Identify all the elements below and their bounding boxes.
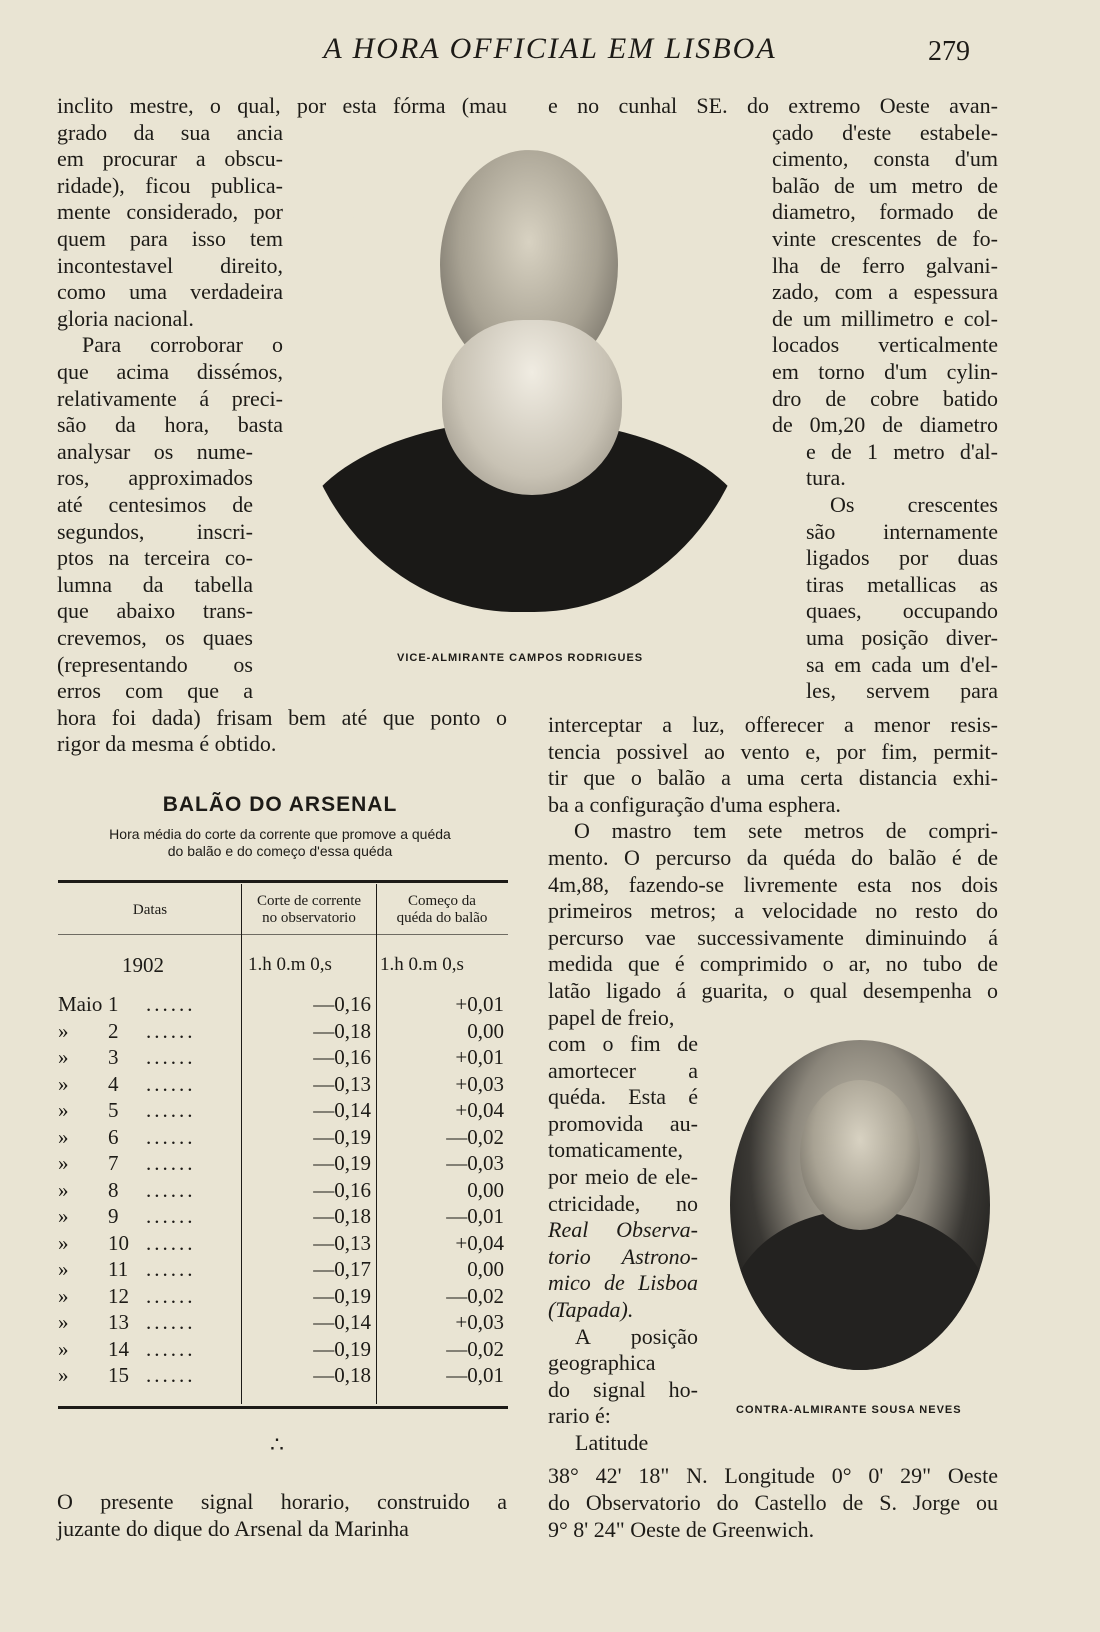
table-row-month: » <box>58 1310 69 1334</box>
right-narrow-line: A posição <box>575 1323 698 1349</box>
right-text-line: çado d'este estabele- <box>772 119 998 145</box>
left-text-line: segundos, inscri- <box>57 518 253 544</box>
table-year: 1902 <box>122 953 164 977</box>
right-narrow-line: do signal ho- <box>548 1376 698 1402</box>
table-row-dots: ...... <box>146 1071 196 1096</box>
right-text-line: ligados por duas <box>806 545 998 571</box>
table-row-corte: —0,16 <box>313 1177 371 1202</box>
right-text-line: cimento, consta d'um <box>772 146 998 172</box>
table-row-corte: —0,19 <box>313 1151 371 1175</box>
right-text-line: são internamente <box>806 518 998 544</box>
table-subtitle-2: do balão e do começo d'essa quéda <box>167 843 393 859</box>
right-text-line: tiras metallicas as <box>806 571 998 597</box>
left-text-line: inclito mestre, o qual, por esta fórma (mau <box>57 93 507 118</box>
right-text-line: latão ligado á guarita, o qual desempenha o <box>548 978 998 1003</box>
table-row-corte: —0,18 <box>313 1018 371 1043</box>
table-row-month: » <box>58 1124 69 1149</box>
right-narrow-line: Real Observa- <box>548 1217 698 1243</box>
table-row-dots: ...... <box>146 1045 196 1069</box>
table-row-comeco: 0,00 <box>467 1257 504 1281</box>
table-row-month: » <box>58 1230 69 1255</box>
right-text-line: tencia possivel ao vento e, por fim, permit- <box>548 738 998 764</box>
portrait-sousa-neves <box>730 1040 990 1370</box>
table-header-rule <box>58 934 508 935</box>
running-header: A HORA OFFICIAL EM LISBOA <box>323 32 777 65</box>
table-row-month: » <box>58 1018 69 1043</box>
right-text-line: zado, com a espessura <box>772 279 998 305</box>
left-text-line: erros com que a <box>57 678 253 704</box>
right-narrow-line: quéda. Esta é <box>548 1084 698 1110</box>
table-row-month: » <box>58 1177 69 1202</box>
right-text-line: O mastro tem sete metros de compri- <box>574 818 998 844</box>
right-text-line: vinte crescentes de fo- <box>772 226 998 251</box>
table-row-corte: —0,13 <box>313 1071 371 1096</box>
right-text-line: primeiros metros; a velocidade no resto do <box>548 898 998 924</box>
right-narrow-line: promovida au- <box>548 1110 698 1136</box>
left-bottom-text-line: juzante do dique do Arsenal da Marinha <box>57 1516 409 1541</box>
table-row-corte: —0,16 <box>313 1045 371 1069</box>
right-text-line: dro de cobre batido <box>772 385 998 411</box>
table-row-day: 7 <box>108 1151 119 1175</box>
table-row-corte: —0,18 <box>313 1363 371 1387</box>
left-text-line: ridade), ficou publica- <box>57 172 283 198</box>
table-row-comeco: +0,01 <box>455 992 504 1016</box>
right-bottom-text-line: 38° 42' 18" N. Longitude 0° 0' 29" Oeste <box>548 1463 998 1488</box>
left-text-line: como uma verdadeira <box>57 279 283 305</box>
table-row-comeco: +0,03 <box>455 1310 504 1334</box>
table-header-comeco-1: Começo da <box>408 893 476 909</box>
table-row-dots: ...... <box>146 992 196 1016</box>
table-row-corte: —0,19 <box>313 1124 371 1149</box>
right-text-line: percurso vae successivamente diminuindo á <box>548 924 998 950</box>
table-row-comeco: 0,00 <box>467 1177 504 1202</box>
right-text-line: de um millimetro e col- <box>772 305 998 331</box>
table-row-corte: —0,18 <box>313 1204 371 1228</box>
table-row-dots: ...... <box>146 1363 196 1387</box>
table-row-dots: ...... <box>146 1336 196 1361</box>
right-text-line: e no cunhal SE. do extremo Oeste avan- <box>548 93 998 118</box>
right-text-line: ba a configuração d'uma esphera. <box>548 791 841 817</box>
table-row-day: 1 <box>108 992 119 1016</box>
right-text-line: 4m,88, fazendo-se livremente esta nos dois <box>548 871 998 897</box>
right-text-line: mento. O percurso da quéda do balão é de <box>548 845 998 870</box>
table-row-corte: —0,17 <box>313 1257 371 1281</box>
table-row-month: » <box>58 1363 69 1387</box>
table-row-month: » <box>58 1045 69 1069</box>
table-base-corte: 1.h 0.m 0,s <box>248 954 332 975</box>
right-text-line: papel de freio, <box>548 1004 675 1030</box>
right-text-line: locados verticalmente <box>772 332 998 358</box>
left-text-line: ros, approximados <box>57 465 253 491</box>
left-text-line: relativamente á preci- <box>57 385 283 411</box>
table-row-corte: —0,19 <box>313 1283 371 1308</box>
right-text-line: quaes, occupando <box>806 598 998 624</box>
table-row-comeco: +0,01 <box>455 1045 504 1069</box>
table-row-dots: ...... <box>146 1257 196 1281</box>
table-row-dots: ...... <box>146 1151 196 1175</box>
table-row-month: » <box>58 1071 69 1096</box>
table-row-day: 14 <box>108 1336 129 1361</box>
table-row-day: 9 <box>108 1204 119 1228</box>
table-header-comeco-2: quéda do balão <box>396 910 488 926</box>
left-text-line: são da hora, basta <box>57 412 283 438</box>
table-col-divider-2 <box>376 884 377 1404</box>
right-text-line: diametro, formado de <box>772 199 998 225</box>
portrait-campos-rodrigues <box>292 150 758 612</box>
right-text-line: Os crescentes <box>830 492 998 517</box>
table-col-divider-1 <box>241 884 242 1404</box>
left-text-line: Para corroborar o <box>82 332 283 358</box>
table-row-comeco: +0,04 <box>455 1230 504 1255</box>
table-row-comeco: —0,03 <box>446 1151 504 1175</box>
right-bottom-text-line: 9° 8' 24" Oeste de Greenwich. <box>548 1517 815 1542</box>
table-row-corte: —0,16 <box>313 992 371 1016</box>
right-narrow-line: torio Astrono- <box>548 1243 698 1269</box>
left-text-line: analysar os nume- <box>57 438 253 464</box>
portrait-caption-2: CONTRA-ALMIRANTE SOUSA NEVES <box>736 1404 962 1416</box>
table-row-day: 15 <box>108 1363 129 1387</box>
section-separator: ∴ <box>270 1432 284 1457</box>
table-row-day: 3 <box>108 1045 119 1069</box>
table-row-month: » <box>58 1204 69 1228</box>
table-row-day: 13 <box>108 1310 129 1334</box>
right-text-line: les, servem para <box>806 678 998 704</box>
table-row-day: 2 <box>108 1018 119 1043</box>
portrait-caption-1: VICE-ALMIRANTE CAMPOS RODRIGUES <box>397 652 644 664</box>
right-text-line: interceptar a luz, offerecer a menor resis- <box>548 712 998 737</box>
table-row-month: » <box>58 1151 69 1175</box>
left-text-line: hora foi dada) frisam bem até que ponto o <box>57 704 507 730</box>
right-text-line: lha de ferro galvani- <box>772 252 998 278</box>
right-text-line: sa em cada um d'el- <box>806 651 998 677</box>
table-top-rule <box>58 880 508 883</box>
table-header-corte-1: Corte de corrente <box>256 893 362 909</box>
right-text-line: e de 1 metro d'al- <box>806 438 998 464</box>
left-text-line: incontestavel direito, <box>57 252 283 278</box>
right-text-line: em torno d'um cylin- <box>772 359 998 384</box>
left-text-line: lumna da tabella <box>57 571 253 597</box>
table-row-day: 8 <box>108 1177 119 1202</box>
table-row-comeco: —0,01 <box>446 1363 504 1387</box>
table-row-day: 12 <box>108 1283 129 1308</box>
left-text-line: rigor da mesma é obtido. <box>57 731 277 757</box>
right-narrow-line: amortecer a <box>548 1057 698 1083</box>
table-row-month: » <box>58 1098 69 1122</box>
table-row-month: » <box>58 1283 69 1308</box>
right-text-line: de 0m,20 de diametro <box>772 412 998 438</box>
right-text-line: balão de um metro de <box>772 172 998 198</box>
left-text-line: ptos na terceira co- <box>57 545 253 571</box>
table-row-month: Maio <box>58 992 103 1016</box>
left-text-line: gloria nacional. <box>57 305 194 331</box>
page-number: 279 <box>928 36 970 67</box>
table-row-corte: —0,13 <box>313 1230 371 1255</box>
table-row-dots: ...... <box>146 1098 196 1122</box>
table-row-day: 11 <box>108 1257 129 1281</box>
table-row-dots: ...... <box>146 1310 196 1334</box>
left-text-line: mente considerado, por <box>57 199 283 225</box>
table-row-corte: —0,14 <box>313 1310 371 1334</box>
table-row-day: 5 <box>108 1098 119 1122</box>
left-text-line: grado da sua ancia <box>57 119 283 145</box>
right-narrow-line: mico de Lisboa <box>548 1270 698 1296</box>
table-row-dots: ...... <box>146 1018 196 1043</box>
table-header-corte-2: no observatorio <box>262 910 356 926</box>
left-bottom-text-line: O presente signal horario, construido a <box>57 1489 507 1514</box>
table-row-dots: ...... <box>146 1230 196 1255</box>
table-bottom-rule <box>58 1406 508 1409</box>
table-row-dots: ...... <box>146 1177 196 1202</box>
table-row-dots: ...... <box>146 1124 196 1149</box>
table-subtitle-1: Hora média do corte da corrente que promove a quéda <box>109 826 451 842</box>
table-header-datas: Datas <box>132 902 168 918</box>
right-text-line: uma posição diver- <box>806 625 998 650</box>
right-narrow-line: tomaticamente, <box>548 1137 683 1163</box>
table-row-corte: —0,19 <box>313 1336 371 1361</box>
left-text-line: até centesimos de <box>57 492 253 517</box>
table-row-month: » <box>58 1257 69 1281</box>
table-row-comeco: —0,02 <box>446 1336 504 1361</box>
left-text-line: em procurar a obscu- <box>57 146 283 172</box>
table-base-comeco: 1.h 0.m 0,s <box>380 954 464 975</box>
right-text-line: tir que o balão a uma certa distancia exhi- <box>548 765 998 791</box>
table-row-dots: ...... <box>146 1283 196 1308</box>
right-text-line: medida que é comprimido o ar, no tubo de <box>548 951 998 977</box>
left-text-line: quem para isso tem <box>57 226 283 251</box>
right-narrow-line: rario é: <box>548 1403 611 1429</box>
left-text-line: (representando os <box>57 651 253 677</box>
table-row-day: 6 <box>108 1124 119 1149</box>
table-row-comeco: —0,01 <box>446 1204 504 1228</box>
table-row-dots: ...... <box>146 1204 196 1228</box>
right-narrow-line: (Tapada). <box>548 1297 634 1322</box>
right-narrow-line: Latitude <box>575 1430 649 1455</box>
table-row-corte: —0,14 <box>313 1098 371 1122</box>
left-text-line: que acima dissémos, <box>57 359 283 384</box>
right-narrow-line: geographica <box>548 1350 656 1376</box>
table-row-comeco: +0,03 <box>455 1071 504 1096</box>
right-text-line: tura. <box>806 465 846 491</box>
left-text-line: crevemos, os quaes <box>57 625 253 650</box>
table-title: BALÃO DO ARSENAL <box>162 793 398 816</box>
table-row-comeco: 0,00 <box>467 1018 504 1043</box>
right-narrow-line: com o fim de <box>548 1031 698 1056</box>
right-narrow-line: ctricidade, no <box>548 1190 698 1216</box>
right-bottom-text-line: do Observatorio do Castello de S. Jorge ou <box>548 1490 998 1515</box>
table-row-month: » <box>58 1336 69 1361</box>
left-text-line: que abaixo trans- <box>57 598 253 624</box>
right-narrow-line: por meio de ele- <box>548 1164 698 1189</box>
table-row-comeco: —0,02 <box>446 1124 504 1149</box>
table-row-comeco: +0,04 <box>455 1098 504 1122</box>
table-row-day: 4 <box>108 1071 119 1096</box>
table-row-comeco: —0,02 <box>446 1283 504 1308</box>
table-row-day: 10 <box>108 1230 129 1255</box>
